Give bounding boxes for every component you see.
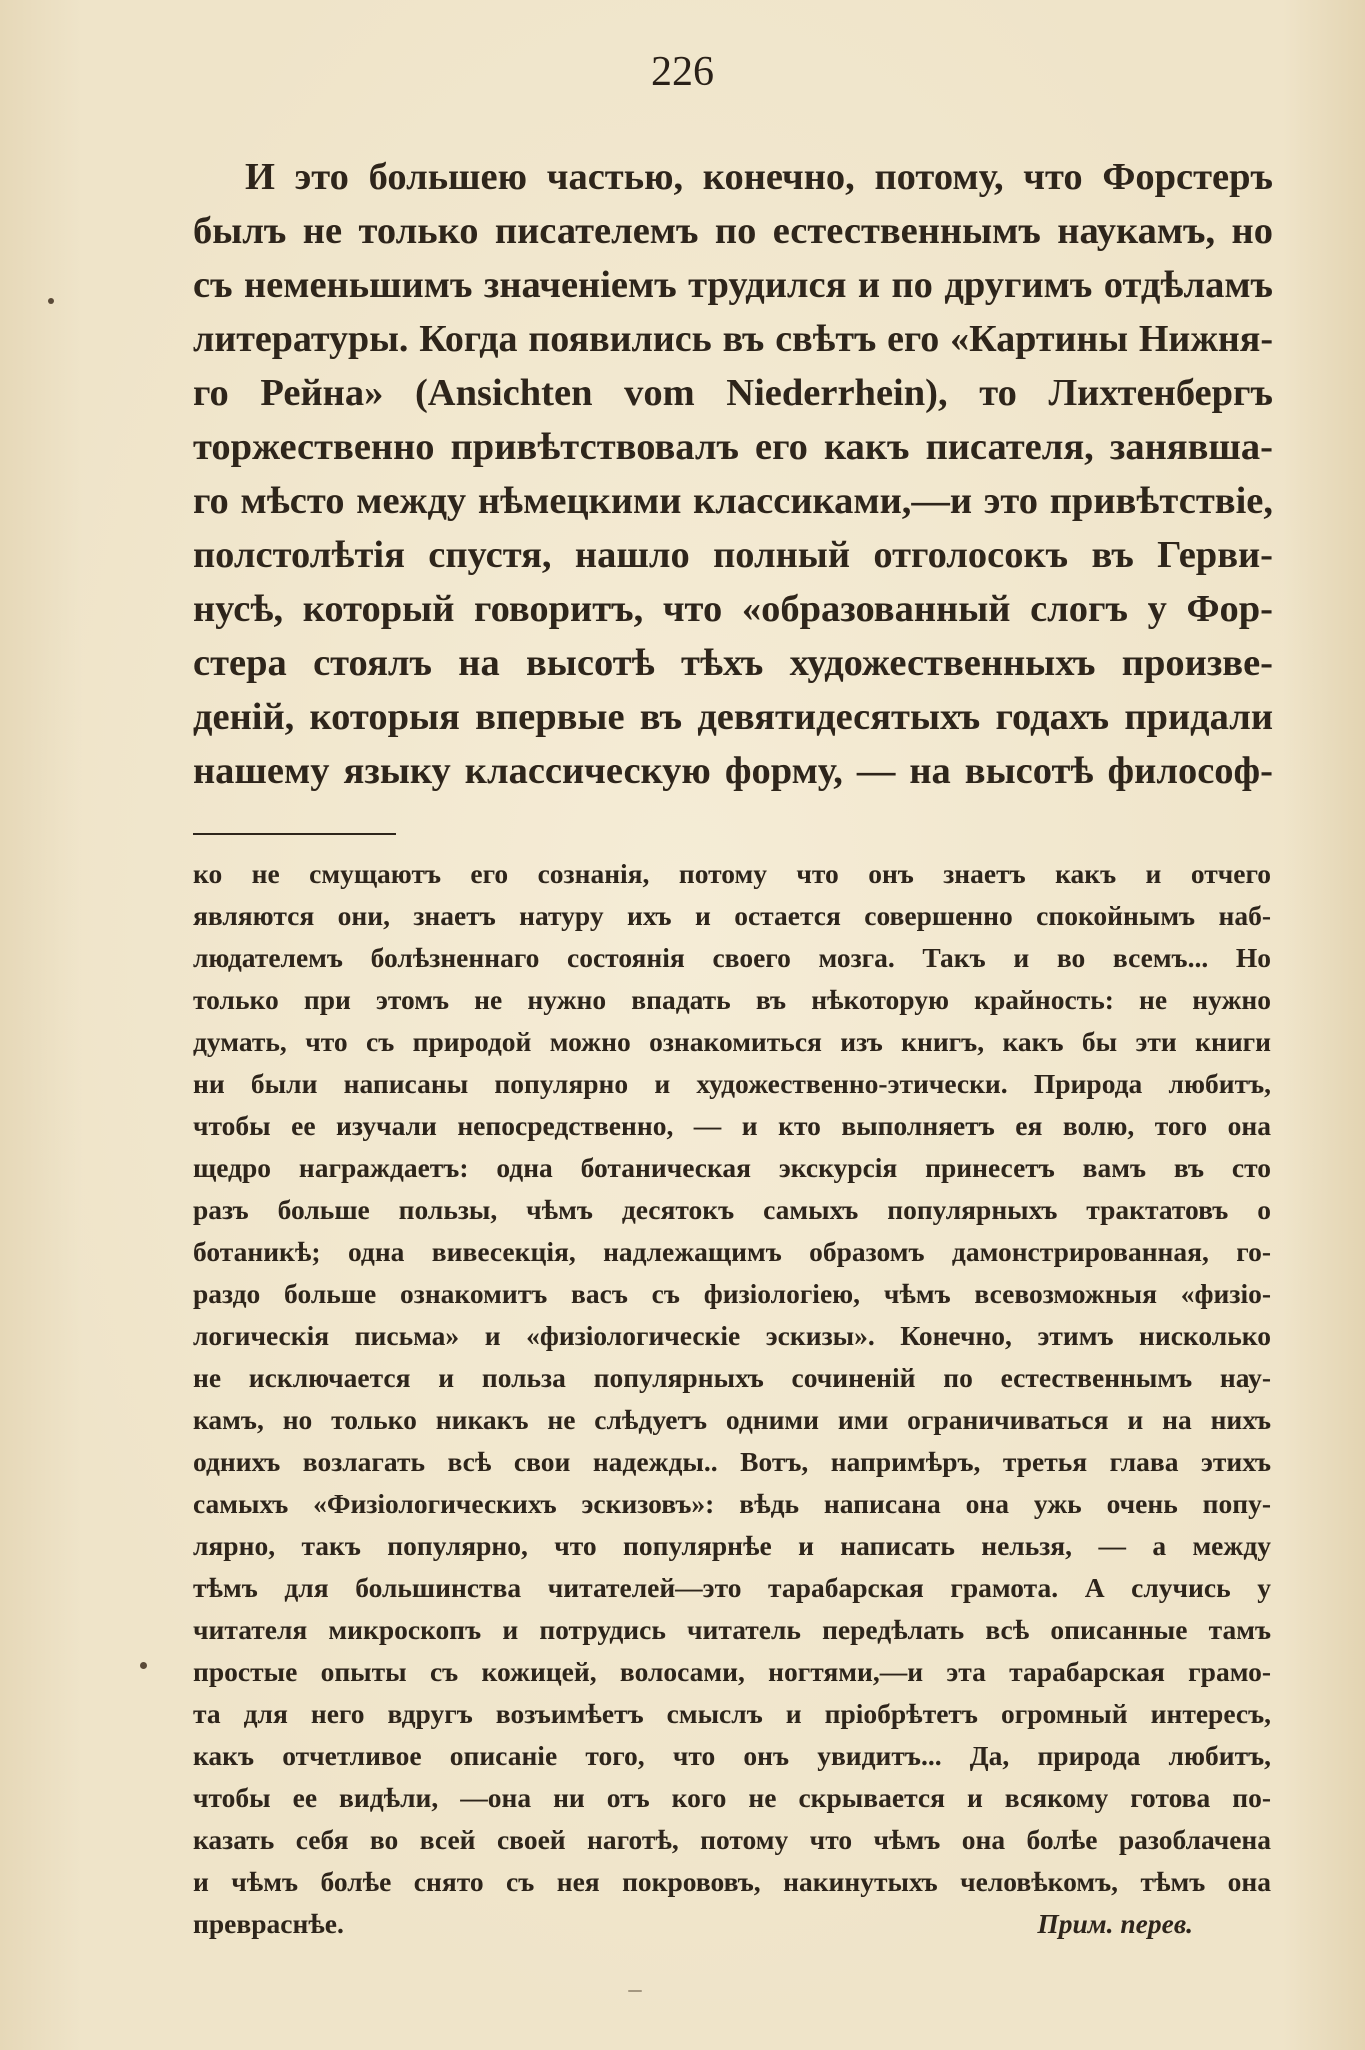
footnote-line: лярно, такъ популярно, что популярнѣе и написать нельзя, — а между bbox=[193, 1530, 1271, 1561]
main-text-line: литературы. Когда появились въ свѣтъ его «Картины Нижня- bbox=[193, 318, 1273, 360]
main-text-block bbox=[193, 150, 1273, 798]
footnote-separator bbox=[193, 833, 396, 835]
main-text-line: денiй, которыя впервые въ девятидесятыхъ годахъ придали bbox=[193, 696, 1273, 738]
main-text-line: съ неменьшимъ значенiемъ трудился и по другимъ отдѣламъ bbox=[193, 264, 1273, 306]
paper-speck bbox=[48, 298, 54, 304]
footnote-line: казать себя во всей своей наготѣ, потому что чѣмъ она болѣе разоблачена bbox=[193, 1824, 1271, 1855]
footnote-line: чтобы ее изучали непосредственно, — и кто выполняетъ ея волю, того она bbox=[193, 1110, 1271, 1141]
main-text-line: го мѣсто между нѣмецкими классиками,—и это привѣтствiе, bbox=[193, 480, 1273, 522]
footnote-last-line: превраснѣе. bbox=[193, 1908, 344, 1939]
main-text-line: нашему языку классическую форму, — на высотѣ философ- bbox=[193, 750, 1273, 792]
footnote-line: простые опыты съ кожицей, волосами, ногтями,—и эта тарабарская грамо- bbox=[193, 1656, 1271, 1687]
footnote-line: только при этомъ не нужно впадать въ нѣкоторую крайность: не нужно bbox=[193, 984, 1271, 1015]
footnote-line: разъ больше пользы, чѣмъ десятокъ самыхъ популярныхъ трактатовъ о bbox=[193, 1194, 1271, 1225]
main-text-line: полстолѣтiя спустя, нашло полный отголосокъ въ Герви- bbox=[193, 534, 1273, 576]
page-number: 226 bbox=[651, 49, 714, 95]
main-text-line: И это большею частью, конечно, потому, что Форстеръ bbox=[245, 156, 1273, 198]
main-text-line: былъ не только писателемъ по естественнымъ наукамъ, но bbox=[193, 210, 1273, 252]
footnote-last-row bbox=[193, 1903, 1271, 1945]
footnote-line: самыхъ «Физiологическихъ эскизовъ»: вѣдь написана она ужь очень попу- bbox=[193, 1488, 1271, 1519]
footnote-line: чтобы ее видѣли, —она ни отъ кого не скрывается и всякому готова по- bbox=[193, 1782, 1271, 1813]
footnote-signature: Прим. перев. bbox=[1037, 1908, 1193, 1939]
footnote-line: ни были написаны популярно и художественно-этически. Природа любитъ, bbox=[193, 1068, 1271, 1099]
footnote-line: логическiя письма» и «физiологическiе эскизы». Конечно, этимъ нисколько bbox=[193, 1320, 1271, 1351]
footnote-line: ко не смущаютъ его сознанiя, потому что онъ знаетъ какъ и отчего bbox=[193, 858, 1271, 889]
footnote-line: какъ отчетливое описанiе того, что онъ увидитъ... Да, природа любитъ, bbox=[193, 1740, 1271, 1771]
paper-speck bbox=[628, 1990, 642, 1992]
main-text-line: го Рейна» (Ansichten vom Niederrhein), то Лихтенбергъ bbox=[193, 372, 1273, 414]
footnote-line: не исключается и польза популярныхъ сочиненiй по естественнымъ нау- bbox=[193, 1362, 1271, 1393]
footnote-line: щедро награждаетъ: одна ботаническая экскурсiя принесетъ вамъ въ сто bbox=[193, 1152, 1271, 1183]
main-text-line: нусѣ, который говоритъ, что «образованный слогъ у Фор- bbox=[193, 588, 1273, 630]
main-text-line: торжественно привѣтствовалъ его какъ писателя, занявша- bbox=[193, 426, 1273, 468]
footnote-line: тѣмъ для большинства читателей—это тарабарская грамота. А случись у bbox=[193, 1572, 1271, 1603]
footnote-line: являются они, знаетъ натуру ихъ и остается совершенно спокойнымъ наб- bbox=[193, 900, 1271, 931]
footnote-line: думать, что съ природой можно ознакомиться изъ книгъ, какъ бы эти книги bbox=[193, 1026, 1271, 1057]
paper-speck bbox=[140, 1662, 147, 1669]
footnote-line: однихъ возлагать всѣ свои надежды.. Вотъ, напримѣръ, третья глава этихъ bbox=[193, 1446, 1271, 1477]
footnote-line: камъ, но только никакъ не слѣдуетъ одними ими ограничиваться и на нихъ bbox=[193, 1404, 1271, 1435]
footnote-line: та для него вдругъ возъимѣетъ смыслъ и прiобрѣтетъ огромный интересъ, bbox=[193, 1698, 1271, 1729]
footnote-line: раздо больше ознакомитъ васъ съ физiологiею, чѣмъ всевозможныя «физiо- bbox=[193, 1278, 1271, 1309]
footnote-line: ботаникѣ; одна вивесекцiя, надлежащимъ образомъ дамонстрированная, го- bbox=[193, 1236, 1271, 1267]
footnote-line: читателя микроскопъ и потрудись читатель передѣлать всѣ описанные тамъ bbox=[193, 1614, 1271, 1645]
footnote-block bbox=[193, 853, 1271, 1945]
main-text-line: стера стоялъ на высотѣ тѣхъ художественныхъ произве- bbox=[193, 642, 1273, 684]
footnote-line: людателемъ болѣзненнаго состоянiя своего мозга. Такъ и во всемъ... Но bbox=[193, 942, 1271, 973]
footnote-line: и чѣмъ болѣе снято съ нея покрововъ, накинутыхъ человѣкомъ, тѣмъ она bbox=[193, 1866, 1271, 1897]
